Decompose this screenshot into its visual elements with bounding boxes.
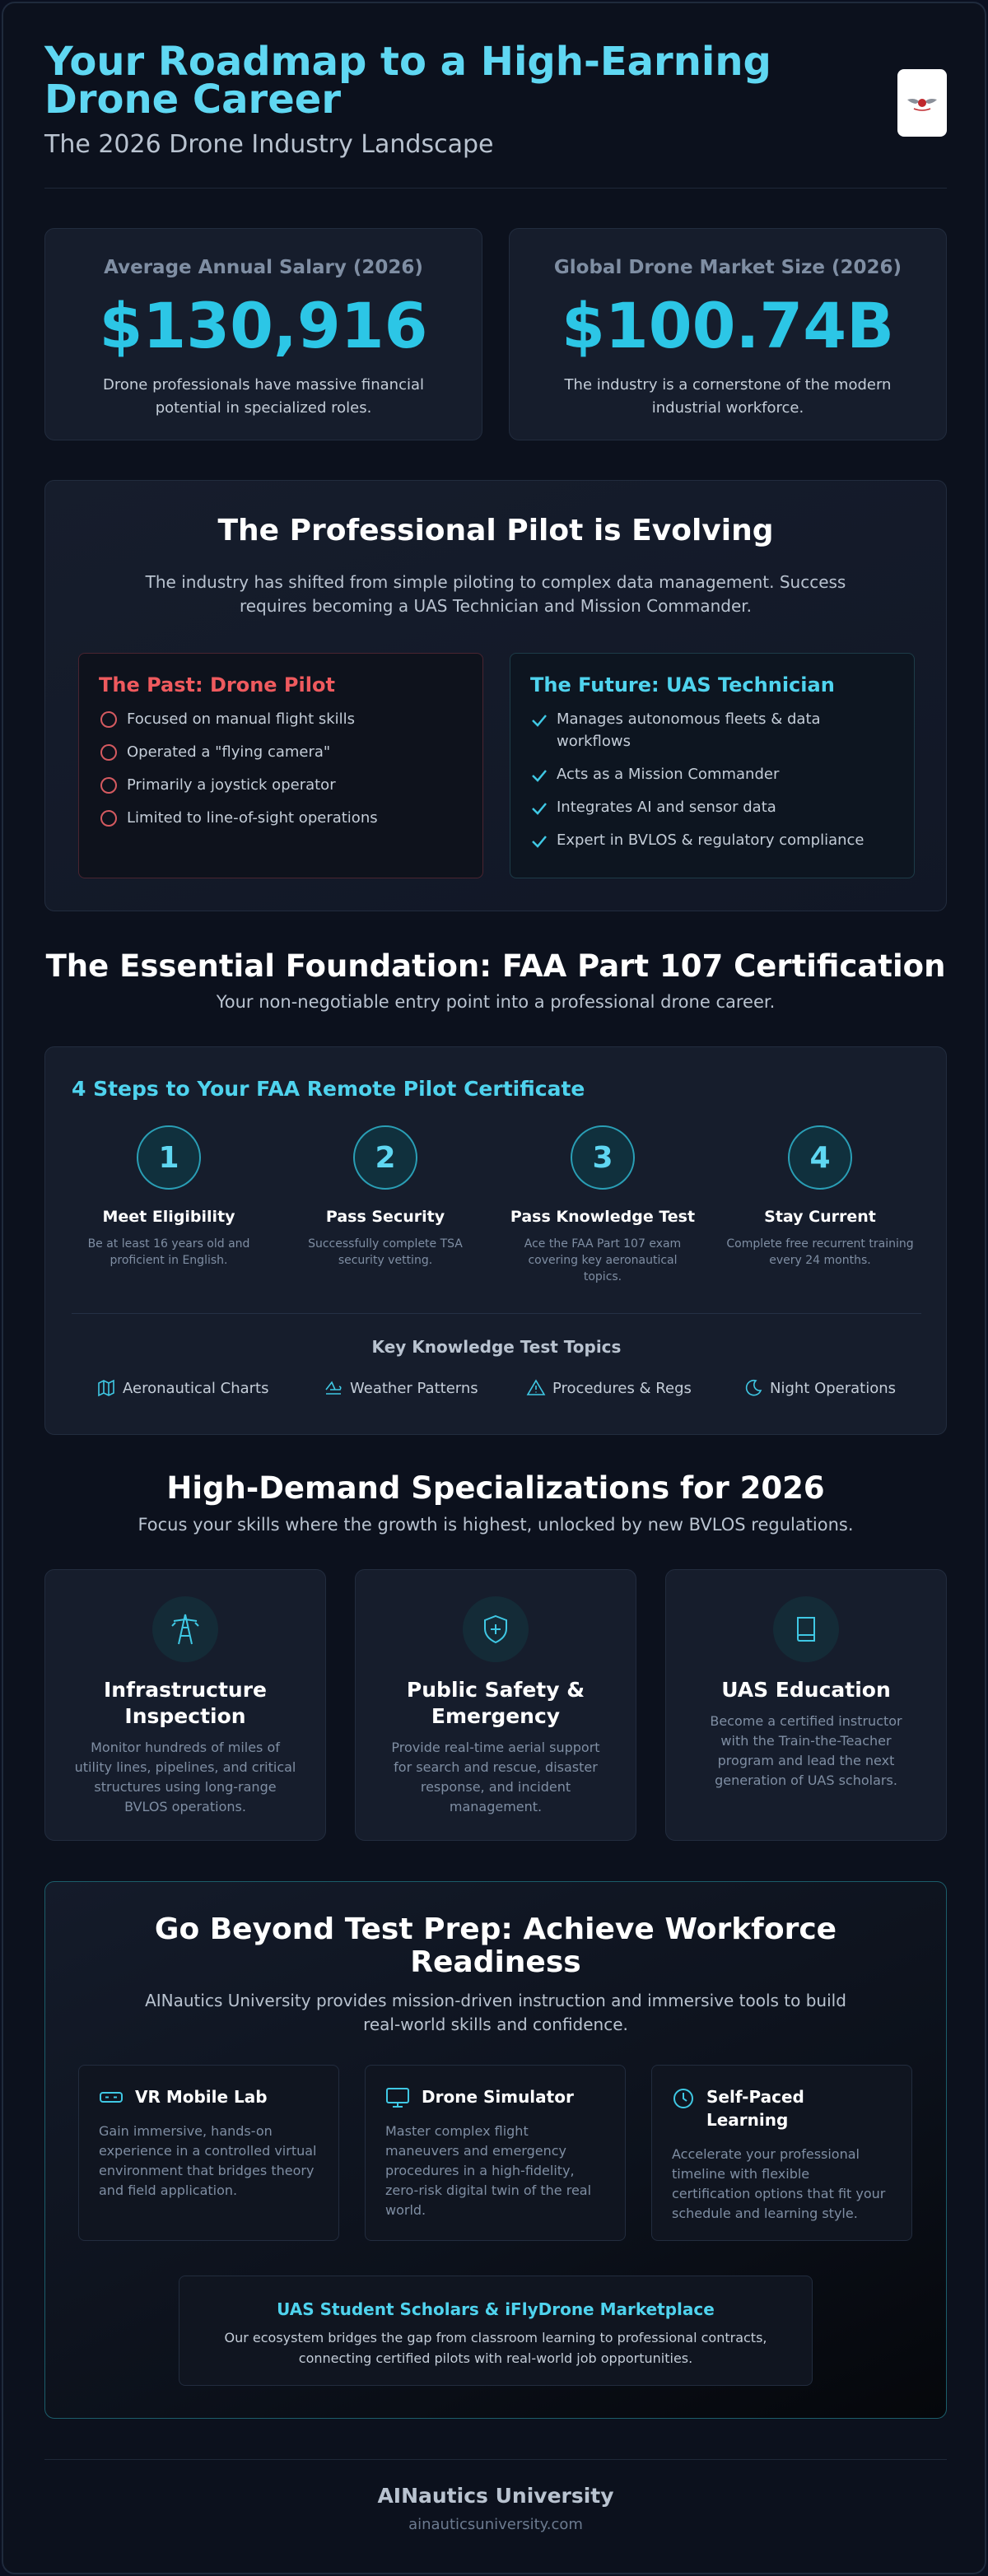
circle-bullet-icon [100, 777, 117, 794]
feature-name: VR Mobile Lab [135, 2087, 268, 2107]
list-item [99, 708, 463, 730]
specializations-subtitle: Focus your skills where the growth is highest, unlocked by new BVLOS regulations. [137, 1515, 854, 1535]
section-heading: The Professional Pilot is Evolving [217, 514, 774, 547]
step-security [291, 1125, 479, 1269]
vr-headset-icon [99, 2087, 124, 2107]
page-title: Your Roadmap to a High-Earning Drone Career [44, 39, 771, 123]
stat-label: Global Drone Market Size (2026) [553, 257, 902, 278]
step-description: Ace the FAA Part 107 exam covering key aeronautical topics. [524, 1237, 682, 1283]
map-icon [96, 1378, 116, 1398]
list-item-text: Focused on manual flight skills [127, 710, 356, 728]
future-uas-technician-card [510, 653, 915, 878]
list-item-text: Limited to line-of-sight operations [127, 809, 378, 827]
spec-public-safety-card [355, 1569, 636, 1841]
list-item [530, 708, 894, 752]
stat-value: $130,916 [99, 289, 428, 362]
list-item [530, 829, 894, 851]
scholars-heading: UAS Student Scholars & iFlyDrone Marketplace [277, 2299, 715, 2319]
scholars-marketplace-card [179, 2276, 813, 2386]
step-number: 2 [353, 1125, 417, 1190]
topic-label: Aeronautical Charts [123, 1379, 269, 1397]
list-item-text: Expert in BVLOS & regulatory compliance [557, 831, 864, 849]
circle-bullet-icon [100, 810, 117, 827]
topic-night-operations [743, 1378, 896, 1398]
salary-stat-card [44, 228, 482, 440]
scholars-description: Our ecosystem bridges the gap from classroom learning to professional contracts, connecting certified pilots with real-world job opportunities. [224, 2330, 767, 2366]
feature-name: Drone Simulator [422, 2087, 574, 2107]
steps-heading: 4 Steps to Your FAA Remote Pilot Certificate [72, 1077, 585, 1101]
list-item-text: Primarily a joystick operator [127, 776, 336, 794]
feature-self-paced-learning [651, 2065, 912, 2241]
page-frame [2, 2, 986, 2574]
list-item-text: Acts as a Mission Commander [557, 766, 780, 783]
spec-icon-circle [463, 1596, 529, 1662]
footer-url[interactable]: ainauticsuniversity.com [408, 2516, 583, 2533]
warning-triangle-icon [526, 1378, 546, 1398]
list-item [99, 774, 463, 796]
stat-value: $100.74B [561, 289, 895, 362]
spec-name: Public Safety & Emergency [406, 1678, 585, 1728]
spec-name: Infrastructure Inspection [104, 1678, 267, 1728]
feature-description: Accelerate your professional timeline with flexible certification options that fit your schedule and learning style. [672, 2146, 886, 2221]
topics-heading: Key Knowledge Test Topics [371, 1337, 622, 1357]
header-divider [44, 188, 947, 189]
step-stay-current [726, 1125, 914, 1269]
workforce-readiness-section [44, 1881, 947, 2419]
step-knowledge-test [509, 1125, 697, 1285]
feature-description: Gain immersive, hands-on experience in a controlled virtual environment that bridges theory and field application. [99, 2123, 317, 2198]
shield-plus-icon [479, 1613, 512, 1646]
section-lead: The industry has shifted from simple piloting to complex data management. Success requires becoming a UAS Technician and Mission Commander. [145, 572, 846, 616]
past-title: The Past: Drone Pilot [99, 673, 335, 696]
step-number: 1 [137, 1125, 201, 1190]
step-description: Successfully complete TSA security vetting. [308, 1237, 463, 1267]
checkmark-icon [530, 832, 548, 850]
spec-icon-circle [773, 1596, 839, 1662]
step-name: Pass Knowledge Test [510, 1208, 696, 1226]
header [44, 39, 947, 159]
checkmark-icon [530, 766, 548, 785]
book-icon [790, 1613, 823, 1646]
list-item [530, 763, 894, 785]
feature-description: Master complex flight maneuvers and emergency procedures in a high-fidelity, zero-risk digital twin of the real world. [385, 2123, 592, 2218]
spec-name: UAS Education [721, 1678, 891, 1702]
step-name: Pass Security [325, 1208, 445, 1226]
list-item-text: Operated a "flying camera" [127, 743, 331, 761]
topic-weather-patterns [324, 1378, 478, 1398]
checkmark-icon [530, 711, 548, 729]
list-item-text: Manages autonomous fleets & data workflows [557, 710, 821, 750]
spec-uas-education-card [665, 1569, 947, 1841]
step-name: Meet Eligibility [102, 1208, 235, 1226]
step-description: Be at least 16 years old and proficient in English. [87, 1237, 250, 1267]
stat-description: Drone professionals have massive financial potential in specialized roles. [102, 376, 424, 417]
list-item [99, 741, 463, 763]
spec-infrastructure-card [44, 1569, 326, 1841]
spec-description: Provide real-time aerial support for search and rescue, disaster response, and incident management. [391, 1740, 600, 1814]
feature-name: Self-Paced Learning [706, 2087, 804, 2130]
circle-bullet-icon [100, 711, 117, 728]
page-subtitle: The 2026 Drone Industry Landscape [44, 130, 494, 159]
topic-label: Weather Patterns [350, 1379, 478, 1397]
step-eligibility [75, 1125, 263, 1269]
market-stat-card [509, 228, 947, 440]
foundation-heading: The Essential Foundation: FAA Part 107 Certification [45, 948, 946, 984]
certificate-steps-card [44, 1046, 947, 1435]
university-logo [897, 69, 947, 137]
step-number: 4 [788, 1125, 852, 1190]
spec-icon-circle [152, 1596, 218, 1662]
moon-icon [743, 1378, 763, 1398]
feature-vr-mobile-lab [78, 2065, 339, 2241]
topic-procedures-regs [526, 1378, 692, 1398]
footer-divider [44, 2459, 947, 2460]
list-item-text: Integrates AI and sensor data [557, 799, 776, 816]
step-number: 3 [571, 1125, 635, 1190]
stat-label: Average Annual Salary (2026) [104, 257, 423, 278]
list-item [530, 796, 894, 818]
wings-logo-icon [906, 92, 939, 114]
clock-icon [672, 2087, 695, 2110]
circle-bullet-icon [100, 744, 117, 761]
power-tower-icon [167, 1611, 203, 1647]
list-item [99, 807, 463, 829]
wind-icon [324, 1378, 343, 1398]
step-name: Stay Current [764, 1208, 876, 1226]
pilot-evolving-section [44, 480, 947, 911]
section-lead: AINautics University provides mission-driven instruction and immersive tools to build real-world skills and confidence. [145, 1991, 846, 2034]
topic-aeronautical-charts [96, 1378, 269, 1398]
specializations-heading: High-Demand Specializations for 2026 [166, 1470, 825, 1506]
stat-description: The industry is a cornerstone of the modern industrial workforce. [564, 376, 892, 417]
past-drone-pilot-card [78, 653, 483, 878]
section-heading: Go Beyond Test Prep: Achieve Workforce Readiness [154, 1912, 837, 1979]
footer-name: AINautics University [377, 2484, 614, 2508]
spec-description: Monitor hundreds of miles of utility lines, pipelines, and critical structures using long-range BVLOS operations. [74, 1740, 296, 1814]
monitor-icon [385, 2087, 410, 2108]
future-title: The Future: UAS Technician [530, 673, 835, 696]
topics-divider [72, 1313, 921, 1314]
step-description: Complete free recurrent training every 24 months. [726, 1237, 914, 1267]
checkmark-icon [530, 799, 548, 818]
spec-description: Become a certified instructor with the Train-the-Teacher program and lead the next generation of UAS scholars. [710, 1713, 902, 1788]
topic-label: Night Operations [770, 1379, 897, 1397]
foundation-subtitle: Your non-negotiable entry point into a professional drone career. [216, 992, 776, 1012]
topic-label: Procedures & Regs [552, 1379, 692, 1397]
feature-drone-simulator [365, 2065, 626, 2241]
